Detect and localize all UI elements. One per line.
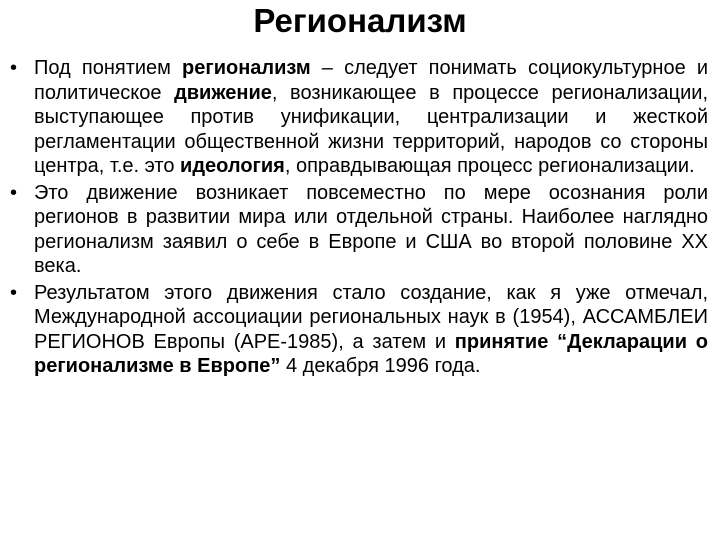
text-segment: – следует понимать социокультурное и политическое xyxy=(34,57,708,104)
bullet-text xyxy=(34,281,708,379)
bold-term: движение xyxy=(174,81,272,104)
text-segment: Это движение возникает повсеместно по мере осознания роли регионов в развитии мира или отдельной страны. Наиболее наглядно регионализм заявил о себе в Европе и США во второй половине XX века. xyxy=(34,181,708,277)
slide-title: Регионализм xyxy=(253,2,467,39)
bullet-item xyxy=(10,56,708,179)
bullet-text xyxy=(34,181,708,279)
text-segment: , возникающее в процессе регионализации, выступающее против унификации, централизации и жесткой регламентации общественной жизни территорий, народов со стороны центра, т.е. это xyxy=(34,81,708,177)
bold-term: регионализм xyxy=(182,57,311,79)
bullet-marker: • xyxy=(10,57,18,79)
bullet-list xyxy=(10,56,708,381)
bullet-marker: • xyxy=(10,181,18,204)
bullet-text xyxy=(34,56,708,179)
bold-term: принятие “Декларации о регионализме в Европе” xyxy=(34,330,708,377)
text-segment: Под понятием xyxy=(34,57,183,79)
text-segment: 4 декабря 1996 года. xyxy=(280,355,481,377)
bullet-marker: • xyxy=(10,281,18,304)
text-segment: Результатом этого движения стало создание, как я уже отмечал, Международной ассоциации региональных наук в (1954), АССАМБЛЕИ РЕГИОНОВ Европы (АРЕ-1985), а затем и xyxy=(34,281,708,353)
bullet-item xyxy=(10,181,708,279)
bullet-item xyxy=(10,281,708,379)
bold-term: идеология xyxy=(180,155,285,177)
text-segment: , оправдывающая процесс регионализации. xyxy=(284,155,695,177)
